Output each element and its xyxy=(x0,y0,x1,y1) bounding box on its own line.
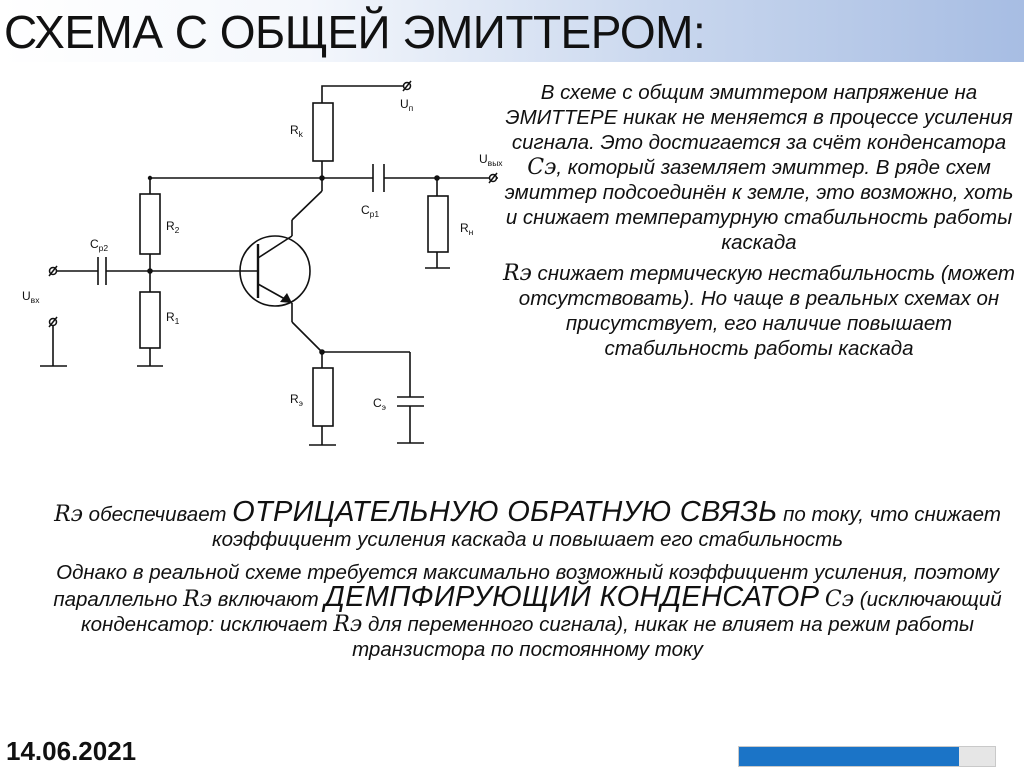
right-paragraph-2: Rэ снижает термическую нестабильность (может отсутствовать). Но чаще в реальных схемах он присутствует, его наличие повышает стабильность работы каскада xyxy=(502,261,1016,360)
label-uin: $U_{вх}$ xyxy=(22,289,40,305)
circuit-diagram xyxy=(0,62,530,462)
label-rk: $R_k$ xyxy=(290,123,303,139)
bottom-paragraph-2: Однако в реальной схеме требуется максимально возможный коэффициент усиления, поэтому параллельно Rэ включают ДЕМПФИРУЮЩИЙ КОНДЕНСАТОР Cэ (исключающий конденсатор: исключает Rэ для переменного сигнала), никак не влияет на режим работы транзистора по постоянному току xyxy=(53,561,1002,661)
label-uout: $U_{вых}$ xyxy=(479,152,503,168)
slide-date: 14.06.2021 xyxy=(6,736,137,766)
right-paragraph-1: В схеме с общим эмиттером напряжение на ЭМИТТЕРЕ никак не меняется в процессе усиления сигнала. Это достигается за счёт конденсатора Cэ, который заземляет эмиттер. В ряде схем эмиттер подсоединён к земле, это возможно, хоть и снижает температурную стабильность работы каскада xyxy=(504,81,1014,254)
right-description xyxy=(500,80,1018,367)
resistor-re xyxy=(313,368,333,426)
label-cp2: $C_{p2}$ xyxy=(90,237,109,253)
label-re: $R_э$ xyxy=(290,392,304,408)
label-rn: $R_н$ xyxy=(460,221,474,237)
slide-progress-bar xyxy=(738,746,996,767)
bottom-description xyxy=(40,496,1015,670)
vcc-wire xyxy=(322,86,404,103)
label-ce: $C_э$ xyxy=(373,396,387,412)
resistor-r1 xyxy=(140,292,160,348)
terminals xyxy=(49,81,497,327)
resistor-r2 xyxy=(140,194,160,254)
resistor-rn xyxy=(428,196,448,252)
label-up: $U_п$ xyxy=(400,97,414,113)
resistor-rk xyxy=(313,103,333,161)
label-r1: $R_1$ xyxy=(166,310,180,326)
slide-title: СХЕМА С ОБЩЕЙ ЭМИТТЕРОМ: xyxy=(4,6,706,58)
label-cp1: $C_{p1}$ xyxy=(361,203,380,219)
junction-dots xyxy=(147,175,440,355)
label-r2: $R_2$ xyxy=(166,219,180,235)
progress-fill xyxy=(739,747,959,766)
title-bar xyxy=(0,0,1024,62)
bottom-paragraph-1: Rэ обеспечивает ОТРИЦАТЕЛЬНУЮ ОБРАТНУЮ СВЯЗЬ по току, что снижает коэффициент усиления каскада и повышает его стабильность xyxy=(54,496,1001,551)
